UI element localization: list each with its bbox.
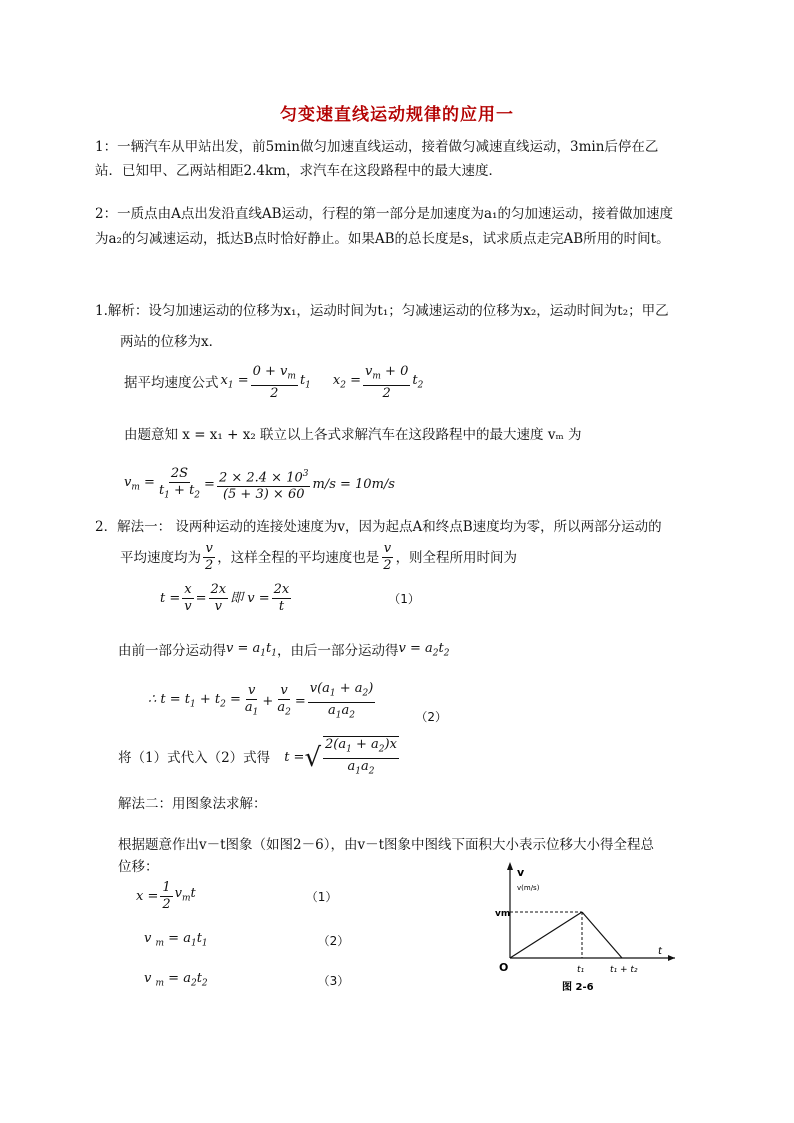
problem-2-line-1: 2：一质点由A点出发沿直线AB运动，行程的第一部分是加速度为a₁的匀加速运动，接着做加速度 bbox=[95, 206, 673, 222]
problem-1-line-2: 站．已知甲、乙两站相距2.4km，求汽车在这段路程中的最大速度． bbox=[95, 163, 502, 179]
solution-2-line-1: 2．解法一： 设两种运动的连接处速度为v，因为起点A和终点B速度均为零，所以两部分运动的 bbox=[95, 519, 662, 535]
t-axis-arrow bbox=[668, 955, 675, 961]
v-axis-arrow bbox=[507, 862, 513, 870]
avg-label: 据平均速度公式 bbox=[124, 374, 219, 391]
solution-1-line-2: 两站的位移为x． bbox=[120, 334, 223, 350]
t-axis-label: t bbox=[658, 946, 662, 957]
t1t2-label: t₁ + t₂ bbox=[610, 965, 638, 975]
vm-label: vm bbox=[495, 909, 511, 919]
condition-text: 由题意知 x = x₁ + x₂ 联立以上各式求解汽车在这段路程中的最大速度 vₘ 为 bbox=[124, 427, 582, 443]
vm-result-formula: $v_m$ = $\frac{2S}{t_1 + t_2}$ = $\frac{2 \times 2.4 \times 10^3}{(5 + 3) \times 60}$ m/s = 10m/s bbox=[124, 466, 395, 503]
time-formula-1: t = $\frac{x}{v}$ = $\frac{2x}{v}$ 即 v = $\frac{2x}{t}$ （1） bbox=[160, 582, 420, 614]
page-title: 匀变速直线运动规律的应用一 bbox=[280, 105, 514, 125]
graph-line-2: 位移： bbox=[118, 859, 159, 875]
vt-graph-figure bbox=[490, 858, 690, 1008]
solution-1-line-1: 1.解析：设匀加速运动的位移为x₁，运动时间为t₁；匀减速运动的位移为x₂，运动时间为t₂；甲乙 bbox=[95, 303, 669, 319]
graph-line-1: 根据题意作出v－t图象（如图2－6），由v－t图象中图线下面积大小表示位移大小得全程总 bbox=[118, 837, 655, 853]
method-2-heading: 解法二：用图象法求解： bbox=[118, 796, 267, 812]
origin-label: O bbox=[499, 961, 509, 974]
parts-formula: 由前一部分运动得 $v = a_1t_1$ ，由后一部分运动得 $v = a_2t_2$ bbox=[118, 641, 450, 660]
graph-eq-3: v $_m = a_2t_2$ （3） bbox=[144, 968, 349, 995]
accel-line bbox=[510, 912, 582, 958]
decel-line bbox=[582, 912, 622, 958]
time-formula-2: ∴ $t = t_1 + t_2$ = $\frac{v}{a_1}$ + $\frac{v}{a_2}$ = $\frac{v(a_1 + a_2)}{a_1a_2}$ （2） bbox=[148, 676, 447, 728]
g-eq1-tag: （1） bbox=[305, 889, 338, 904]
figure-caption: 图 2-6 bbox=[562, 982, 594, 993]
graph-eq-1: x = $\frac{1}{2}$ $v_mt$ （1） bbox=[136, 880, 338, 912]
eq2-tag: （2） bbox=[415, 710, 447, 724]
t1-label: t₁ bbox=[577, 965, 585, 975]
problem-1-line-1: 1：一辆汽车从甲站出发，前5min做匀加速直线运动，接着做匀减速直线运动，3min后停在乙 bbox=[95, 139, 659, 155]
graph-eq-2: v $_m = a_1t_1$ （2） bbox=[144, 928, 349, 955]
v-unit-label: v(m/s) bbox=[517, 884, 540, 892]
avg-velocity-formula: 据平均速度公式 $x_1$ = $\frac{0 + v_m}{2}$ $t_1$ $x_2$ = $\frac{v_m + 0}{2}$ $t_2$ bbox=[124, 364, 424, 401]
v-axis-label: v bbox=[517, 866, 525, 879]
eq1-tag: （1） bbox=[388, 591, 420, 606]
g-eq3-tag: （3） bbox=[317, 974, 350, 989]
problem-2-line-2: 为a₂的匀减速运动，抵达B点时恰好静止。如果AB的总长度是s，试求质点走完AB所用的时间t。 bbox=[95, 231, 670, 247]
solution-2-line-2: 平均速度均为 $\frac{v}{2}$ ，这样全程的平均速度也是 $\frac{v}{2}$ ，则全程所用时间为 bbox=[120, 541, 518, 573]
final-time-formula: 将（1）式代入（2）式得 t = √ $\frac{2(a_1 + a_2)x}{a_1a_2}$ bbox=[118, 736, 401, 779]
g-eq2-tag: （2） bbox=[317, 934, 350, 949]
vm-result: = 10m/s bbox=[340, 476, 395, 492]
